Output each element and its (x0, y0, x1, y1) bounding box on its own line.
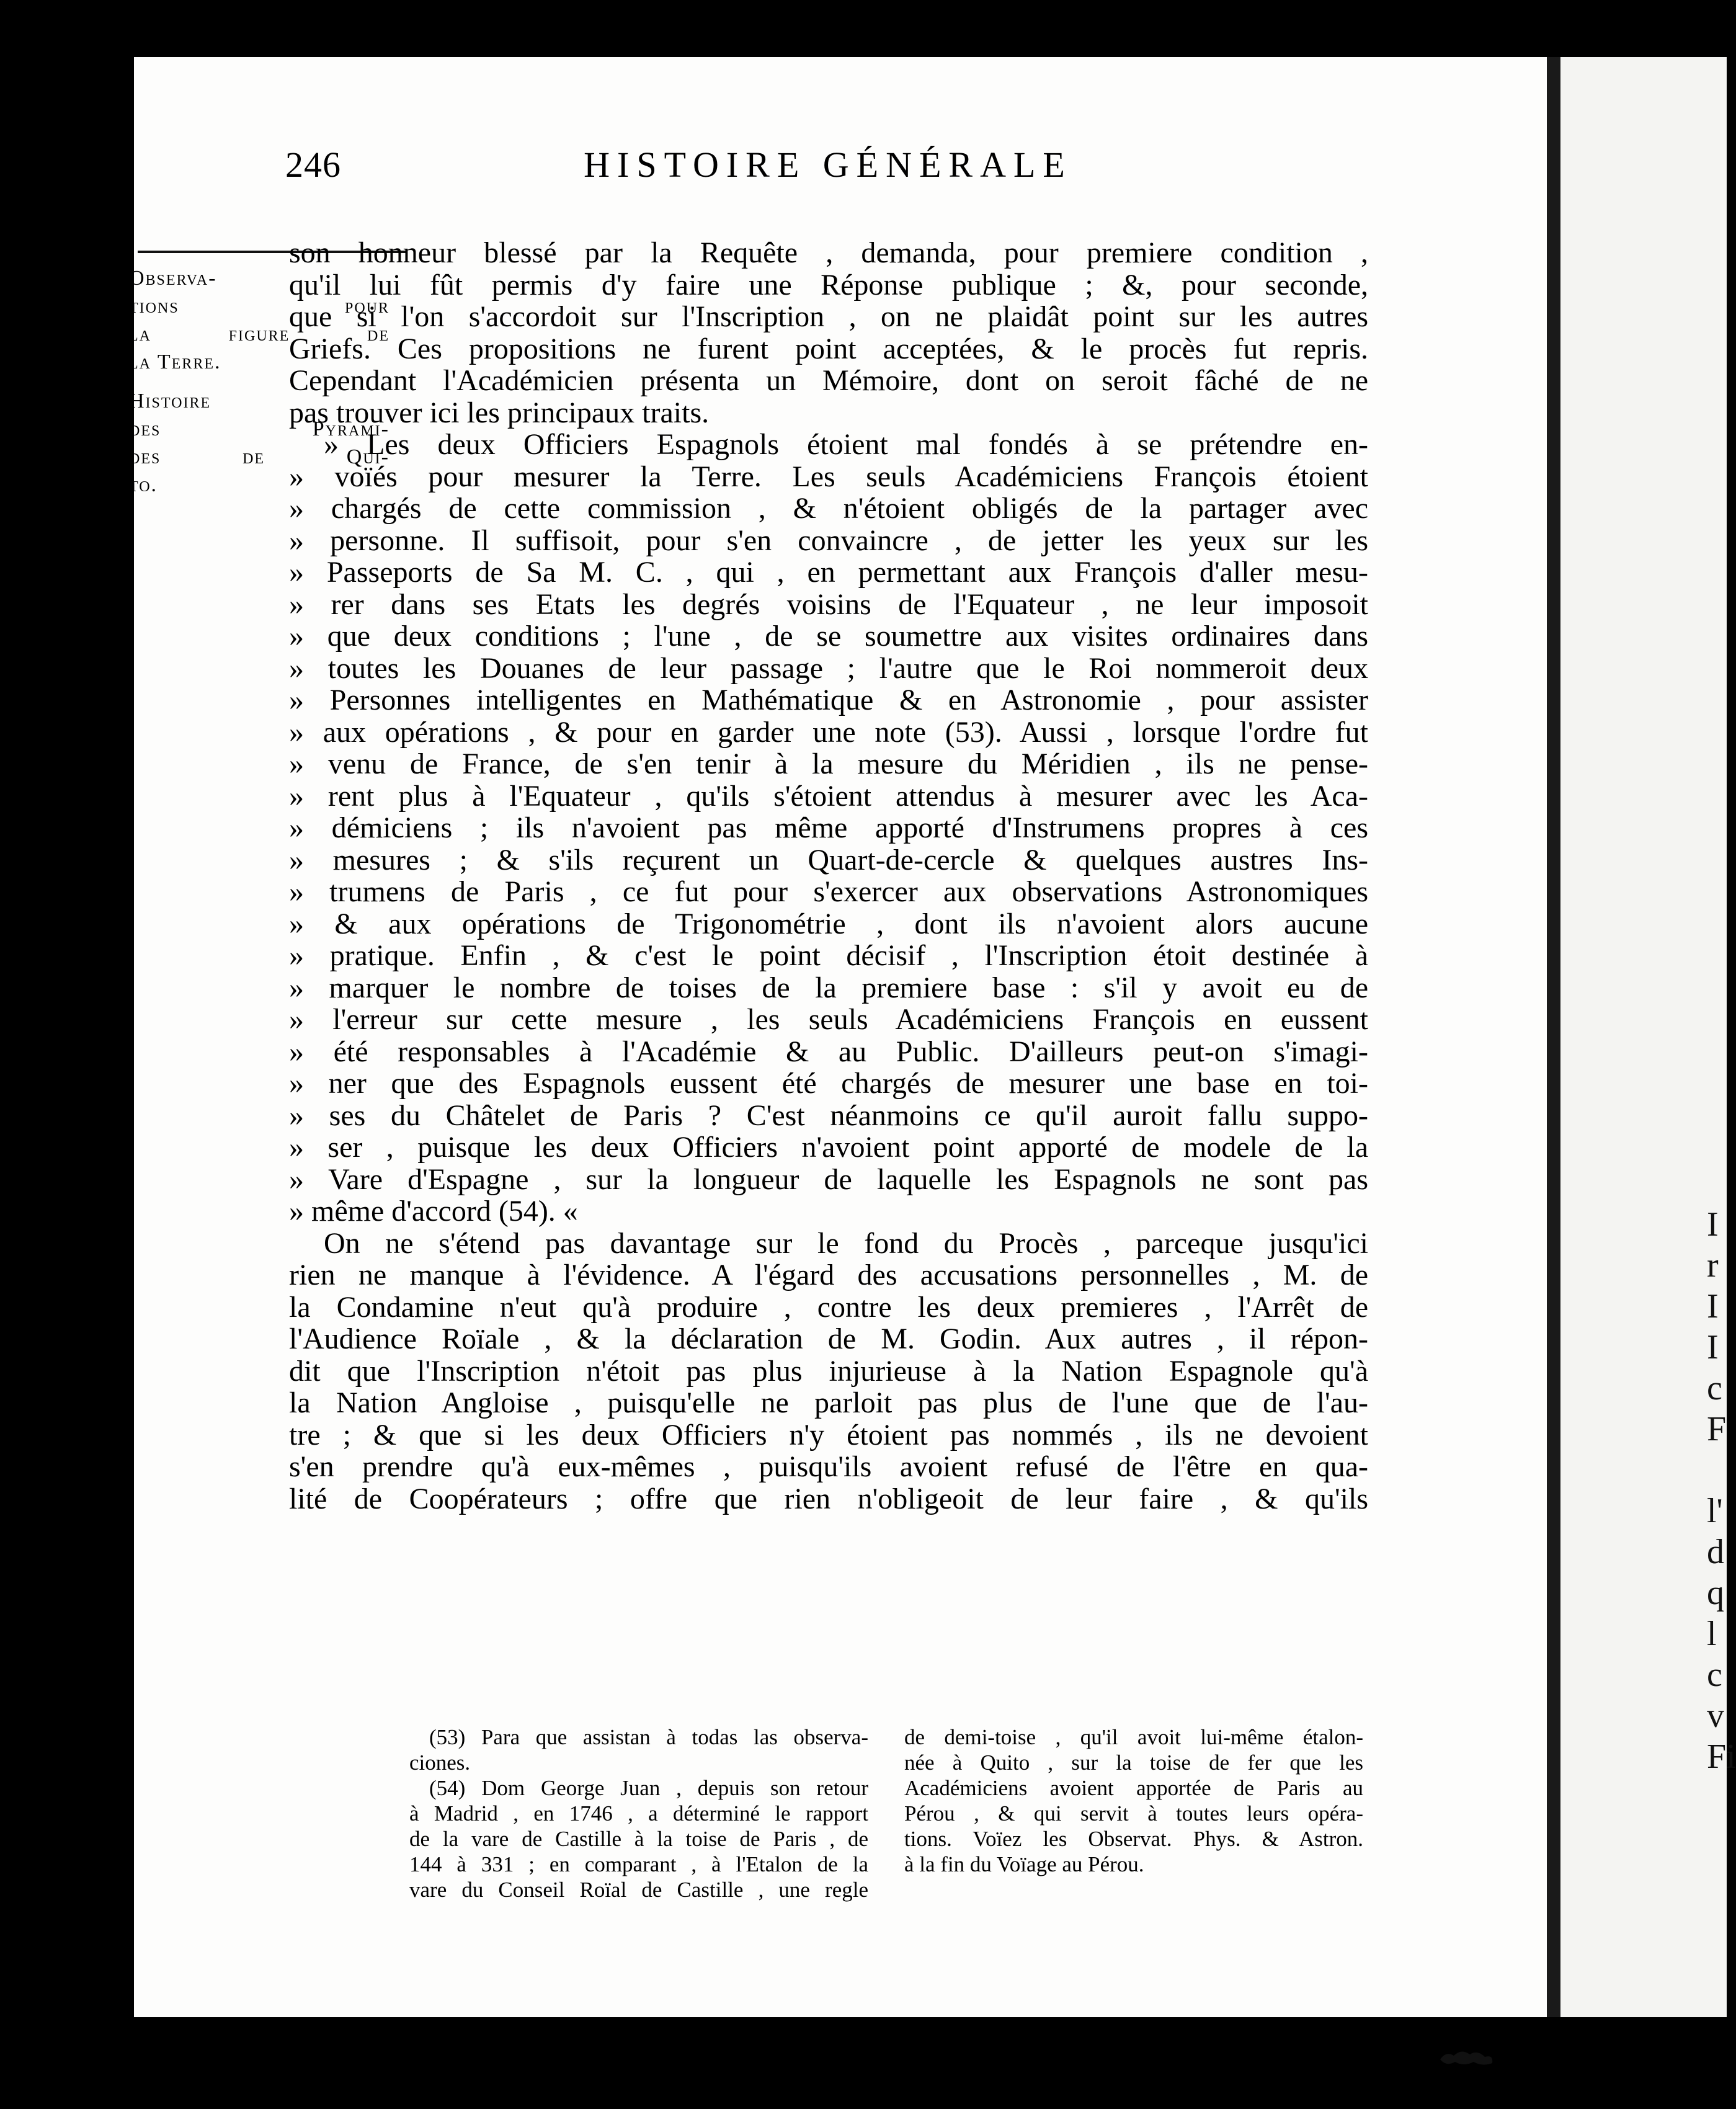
facing-page-fragment: r (1707, 1246, 1719, 1285)
footnote-line: à la fin du Voïage au Pérou. (904, 1852, 1144, 1876)
margin-note-line: la Terre. (129, 350, 221, 373)
facing-page-fragment: l (1707, 1615, 1717, 1653)
body-text (289, 237, 1368, 1515)
text-line: On ne s'étend pas davantage sur le fond du Procès , parceque jusqu'ici (324, 1226, 1368, 1260)
text-line: » Passeports de Sa M. C. , qui , en permettant aux François d'aller mesu- (289, 556, 1368, 589)
footnote-line: Pérou , & qui servit à toutes leurs opéra- (904, 1801, 1363, 1826)
text-line: » même d'accord (54). « (289, 1195, 578, 1228)
facing-page-fragment: I (1707, 1287, 1719, 1326)
footnote-line: Académiciens avoient apportée de Paris au (904, 1776, 1363, 1800)
text-line: » voïés pour mesurer la Terre. Les seuls Académiciens François étoient (289, 460, 1368, 493)
text-line: » l'erreur sur cette mesure , les seuls Académiciens François en eussent (289, 1003, 1368, 1036)
footnote-line: 144 à 331 ; en comparant , à l'Etalon de la (409, 1852, 868, 1876)
facing-page-fragment: v (1707, 1697, 1724, 1735)
text-line: » ser , puisque les deux Officiers n'avoient point apporté de modele de la (289, 1131, 1368, 1164)
text-line: » rent plus à l'Equateur , qu'ils s'étoient attendus à mesurer avec les Aca- (289, 779, 1368, 813)
footnote-line: de demi-toise , qu'il avoit lui-même étalon- (904, 1725, 1363, 1749)
text-line: » été responsables à l'Académie & au Public. D'ailleurs peut-on s'imagi- (289, 1035, 1368, 1068)
facing-page-fragment: I (1707, 1205, 1719, 1244)
footnote-line: vare du Conseil Roïal de Castille , une regle (409, 1878, 868, 1902)
margin-note-line: des Pyrami- (129, 417, 389, 440)
text-line: » rer dans ses Etats les degrés voisins de l'Equateur , ne leur imposoit (289, 587, 1368, 621)
footnote-line: tions. Voïez les Observat. Phys. & Astron. (904, 1827, 1363, 1851)
text-line: » que deux conditions ; l'une , de se soumettre aux visites ordinaires dans (289, 620, 1368, 653)
facing-page-fragment: c (1707, 1656, 1722, 1694)
running-title: HISTOIRE GÉNÉRALE (584, 145, 1072, 185)
text-line: » toutes les Douanes de leur passage ; l'autre que le Roi nommeroit deux (289, 651, 1368, 685)
text-line: s'en prendre qu'à eux-mêmes , puisqu'ils avoient refusé de l'être en qua- (289, 1450, 1368, 1483)
facing-page-fragment: l' (1707, 1492, 1723, 1530)
text-line: » trumens de Paris , ce fut pour s'exercer aux observations Astronomiques (289, 875, 1368, 908)
text-line: que si l'on s'accordoit sur l'Inscription , on ne plaidât point sur les autres (289, 300, 1368, 333)
facing-page-fragment: F (1707, 1410, 1727, 1448)
text-line: son honneur blessé par la Requête , demanda, pour premiere condition , (289, 236, 1368, 269)
text-line: la Nation Angloise , puisqu'elle ne parloit pas plus de l'une que de l'au- (289, 1386, 1368, 1419)
text-line: » Personnes intelligentes en Mathématique & en Astronomie , pour assister (289, 684, 1368, 716)
text-line: tre ; & que si les deux Officiers n'y étoient pas nommés , ils ne devoient (289, 1418, 1368, 1451)
text-line: » & aux opérations de Trigonométrie , dont ils n'avoient alors aucune (289, 907, 1368, 940)
footnote-line: (53) Para que assistan à todas las observa- (429, 1725, 868, 1749)
facing-page-fragment: d (1707, 1533, 1724, 1571)
footnote-line: à Madrid , en 1746 , a déterminé le rapport (409, 1801, 868, 1826)
text-line: » venu de France, de s'en tenir à la mesure du Méridien , ils ne pense- (289, 747, 1368, 780)
facing-page-fragment: I (1707, 1328, 1719, 1367)
margin-note-line: des de Qui- (129, 445, 389, 468)
footnote-line: née à Quito , sur la toise de fer que les (904, 1750, 1363, 1775)
text-line: » ses du Châtelet de Paris ? C'est néanmoins ce qu'il auroit fallu suppo- (289, 1099, 1368, 1132)
text-line: » ner que des Espagnols eussent été chargés de mesurer une base en toi- (289, 1067, 1368, 1100)
page-header (285, 144, 1371, 194)
facing-page-fragment: c (1707, 1369, 1722, 1407)
text-line: » aux opérations , & pour en garder une note (53). Aussi , lorsque l'ordre fut (289, 715, 1368, 749)
text-line: » pratique. Enfin , & c'est le point décisif , l'Inscription étoit destinée à (289, 939, 1368, 972)
text-line: pas trouver ici les principaux traits. (289, 396, 710, 429)
margin-note-line: to. (129, 473, 158, 496)
text-line: » marquer le nombre de toises de la premiere base : s'il y avoit eu de (289, 971, 1368, 1004)
text-line: dit que l'Inscription n'étoit pas plus injurieuse à la Nation Espagnole qu'à (289, 1354, 1368, 1388)
margin-note-line: Observa- (129, 267, 217, 290)
margin-note-line: la figure de (129, 323, 389, 346)
text-line: lité de Coopérateurs ; offre que rien n'obligeoit de leur faire , & qu'ils (289, 1482, 1368, 1515)
text-line: » mesures ; & s'ils reçurent un Quart-de-cercle & quelques austres Ins- (289, 843, 1368, 876)
ink-blot-mark (1439, 2047, 1495, 2068)
text-line: Cependant l'Académicien présenta un Mémoire, dont on seroit fâché de ne (289, 364, 1368, 397)
footnote-line: ciones. (409, 1750, 471, 1775)
margin-note-line: Histoire (129, 390, 211, 412)
text-line: Griefs. Ces propositions ne furent point acceptées, & le procès fut repris. (289, 332, 1368, 365)
margin-note-line: tions pour (129, 295, 389, 318)
footnotes-left-column (409, 1724, 868, 1902)
facing-page-fragment: Fi (1707, 1737, 1736, 1776)
text-line: » chargés de cette commission , & n'étoient obligés de la partager avec (289, 492, 1368, 525)
page-gutter (1547, 57, 1560, 2017)
text-line: la Condamine n'eut qu'à produire , contre les deux premieres , l'Arrêt de (289, 1290, 1368, 1324)
footnote-line: de la vare de Castille à la toise de Paris , de (409, 1827, 868, 1851)
text-line: » démiciens ; ils n'avoient pas même apporté d'Instrumens propres à ces (289, 811, 1368, 844)
text-line: » personne. Il suffisoit, pour s'en convaincre , de jetter les yeux sur les (289, 524, 1368, 557)
text-line: l'Audience Roïale , & la déclaration de M. Godin. Aux autres , il répon- (289, 1322, 1368, 1355)
footnote-line: (54) Dom George Juan , depuis son retour (429, 1776, 868, 1800)
text-line: » Les deux Officiers Espagnols étoient mal fondés à se prétendre en- (324, 428, 1368, 461)
page-number: 246 (285, 145, 341, 185)
text-line: qu'il lui fût permis d'y faire une Réponse publique ; &, pour seconde, (289, 268, 1368, 301)
text-line: » Vare d'Espagne , sur la longueur de laquelle les Espagnols ne sont pas (289, 1162, 1368, 1196)
facing-page-edge (1560, 57, 1736, 2017)
text-line: rien ne manque à l'évidence. A l'égard des accusations personnelles , M. de (289, 1259, 1368, 1291)
footnotes-right-column (904, 1724, 1363, 1877)
facing-page-fragment: q (1707, 1574, 1724, 1612)
